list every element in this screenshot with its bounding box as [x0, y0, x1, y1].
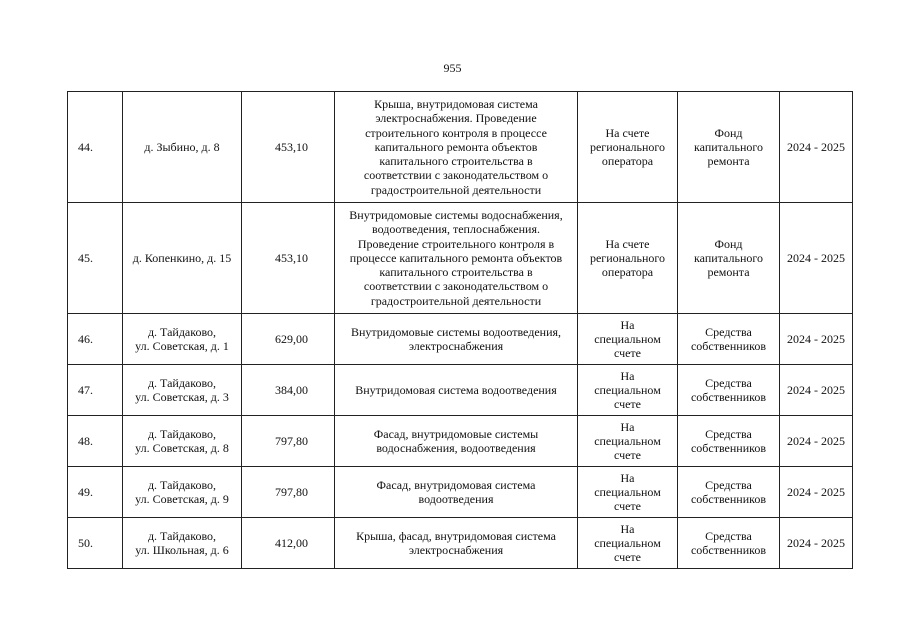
account-line: счете — [613, 550, 642, 565]
account-cell — [578, 314, 678, 365]
account-line: счете — [613, 346, 642, 361]
address-line: ул. Школьная, д. 6 — [135, 543, 229, 557]
account-line: На — [620, 419, 635, 434]
works-cell — [335, 314, 578, 365]
works-line: процессе капитального ремонта объектов — [349, 250, 563, 265]
works-line: соответствии с законодательством о — [363, 168, 549, 183]
address-cell — [123, 518, 242, 569]
works-line: водоснабжения, водоотведения — [376, 441, 536, 455]
address-cell — [123, 467, 242, 518]
table-row — [68, 92, 853, 203]
row-number-cell: 46. — [68, 314, 123, 365]
area-cell: 412,00 — [242, 518, 335, 569]
fund-source-cell — [678, 203, 780, 314]
area-cell: 797,80 — [242, 416, 335, 467]
address-cell — [123, 203, 242, 314]
works-cell — [335, 365, 578, 416]
account-line: регионального — [589, 250, 666, 265]
works-line: Фасад, внутридомовые системы — [373, 426, 539, 441]
area-cell: 453,10 — [242, 203, 335, 314]
works-line: капитального строительства в — [379, 154, 533, 169]
fund-source-line: капитального — [694, 139, 763, 154]
works-line: Фасад, внутридомовая система — [376, 477, 536, 492]
account-cell — [578, 203, 678, 314]
address-cell — [123, 92, 242, 203]
account-line: оператора — [601, 154, 654, 169]
account-cell — [578, 416, 678, 467]
account-line: счете — [613, 448, 642, 463]
period-cell: 2024 - 2025 — [780, 203, 853, 314]
period-cell: 2024 - 2025 — [780, 92, 853, 203]
row-number-cell: 44. — [68, 92, 123, 203]
works-cell — [335, 203, 578, 314]
works-line: соответствии с законодательством о — [363, 279, 549, 294]
area-cell: 384,00 — [242, 365, 335, 416]
works-cell — [335, 467, 578, 518]
fund-source-line: Средства — [705, 375, 752, 390]
row-number-cell: 50. — [68, 518, 123, 569]
address-line: ул. Советская, д. 1 — [135, 339, 229, 353]
address-line: ул. Советская, д. 8 — [135, 441, 229, 455]
fund-source-line: Средства — [705, 426, 752, 441]
address-line: д. Тайдаково, — [147, 324, 217, 339]
address-line: ул. Советская, д. 3 — [135, 390, 229, 404]
works-cell — [335, 92, 578, 203]
fund-source-line: собственников — [690, 339, 767, 353]
address-line: д. Тайдаково, — [147, 375, 217, 390]
fund-source-line: капитального — [694, 250, 763, 265]
fund-source-line: собственников — [690, 441, 767, 455]
fund-source-line: собственников — [690, 492, 767, 506]
account-line: На счете — [605, 236, 650, 251]
account-line: специальном — [594, 535, 661, 550]
fund-source-cell — [678, 467, 780, 518]
address-cell — [123, 365, 242, 416]
works-line: водоотведения, теплоснабжения. — [372, 222, 540, 237]
account-line: На — [620, 521, 635, 536]
account-cell — [578, 365, 678, 416]
period-cell: 2024 - 2025 — [780, 365, 853, 416]
fund-source-cell — [678, 92, 780, 203]
row-number-cell: 47. — [68, 365, 123, 416]
fund-source-line: Средства — [705, 324, 752, 339]
fund-source-cell — [678, 365, 780, 416]
works-line: Внутридомовые системы водоснабжения, — [349, 207, 563, 222]
address-cell — [123, 314, 242, 365]
page-number: 955 — [443, 61, 462, 75]
account-line: счете — [613, 499, 642, 514]
works-line: водоотведения — [418, 492, 494, 506]
works-line: строительного контроля в процессе — [365, 125, 547, 140]
table-row — [68, 518, 853, 569]
works-line: Внутридомовая система водоотведения — [355, 382, 557, 397]
works-line: Крыша, фасад, внутридомовая система — [356, 528, 556, 543]
account-line: На счете — [605, 125, 650, 140]
fund-source-line: ремонта — [707, 154, 750, 169]
account-cell — [578, 467, 678, 518]
table-row — [68, 203, 853, 314]
area-cell: 453,10 — [242, 92, 335, 203]
account-line: специальном — [594, 484, 661, 499]
works-line: градостроительной деятельности — [370, 182, 542, 197]
table-row — [68, 365, 853, 416]
period-cell: 2024 - 2025 — [780, 314, 853, 365]
account-line: регионального — [589, 139, 666, 154]
works-cell — [335, 416, 578, 467]
table-row — [68, 416, 853, 467]
fund-source-line: ремонта — [707, 265, 750, 280]
fund-source-line: собственников — [690, 390, 767, 404]
fund-source-line: Средства — [705, 477, 752, 492]
account-cell — [578, 518, 678, 569]
works-line: капитального строительства в — [379, 265, 533, 280]
address-line: д. Копенкино, д. 15 — [132, 250, 232, 265]
works-cell — [335, 518, 578, 569]
works-line: Крыша, внутридомовая система — [374, 96, 538, 111]
fund-source-cell — [678, 314, 780, 365]
row-number-cell: 49. — [68, 467, 123, 518]
fund-source-line: собственников — [690, 543, 767, 557]
account-line: оператора — [601, 265, 654, 280]
works-line: Проведение строительного контроля в — [357, 236, 555, 251]
table-row — [68, 314, 853, 365]
address-line: д. Тайдаково, — [147, 426, 217, 441]
repair-schedule-table — [67, 91, 853, 569]
address-line: д. Тайдаково, — [147, 477, 217, 492]
works-line: Внутридомовые системы водоотведения, — [350, 324, 562, 339]
period-cell: 2024 - 2025 — [780, 518, 853, 569]
works-line: электроснабжения. Проведение — [375, 111, 537, 126]
account-line: На — [620, 470, 635, 485]
address-cell — [123, 416, 242, 467]
address-line: д. Зыбино, д. 8 — [144, 139, 220, 154]
fund-source-cell — [678, 416, 780, 467]
account-line: счете — [613, 397, 642, 412]
account-line: специальном — [594, 382, 661, 397]
account-line: На — [620, 368, 635, 383]
account-line: специальном — [594, 331, 661, 346]
works-line: градостроительной деятельности — [370, 293, 542, 308]
account-cell — [578, 92, 678, 203]
table-body — [68, 92, 853, 569]
fund-source-line: Средства — [705, 528, 752, 543]
row-number-cell: 48. — [68, 416, 123, 467]
fund-source-line: Фонд — [714, 125, 743, 140]
area-cell: 629,00 — [242, 314, 335, 365]
address-line: д. Тайдаково, — [147, 528, 217, 543]
address-line: ул. Советская, д. 9 — [135, 492, 229, 506]
works-line: электроснабжения — [408, 543, 504, 557]
fund-source-cell — [678, 518, 780, 569]
works-line: капитального ремонта объектов — [374, 139, 538, 154]
account-line: На — [620, 317, 635, 332]
row-number-cell: 45. — [68, 203, 123, 314]
table-row — [68, 467, 853, 518]
period-cell: 2024 - 2025 — [780, 467, 853, 518]
works-line: электроснабжения — [408, 339, 504, 353]
period-cell: 2024 - 2025 — [780, 416, 853, 467]
fund-source-line: Фонд — [714, 236, 743, 251]
area-cell: 797,80 — [242, 467, 335, 518]
account-line: специальном — [594, 433, 661, 448]
